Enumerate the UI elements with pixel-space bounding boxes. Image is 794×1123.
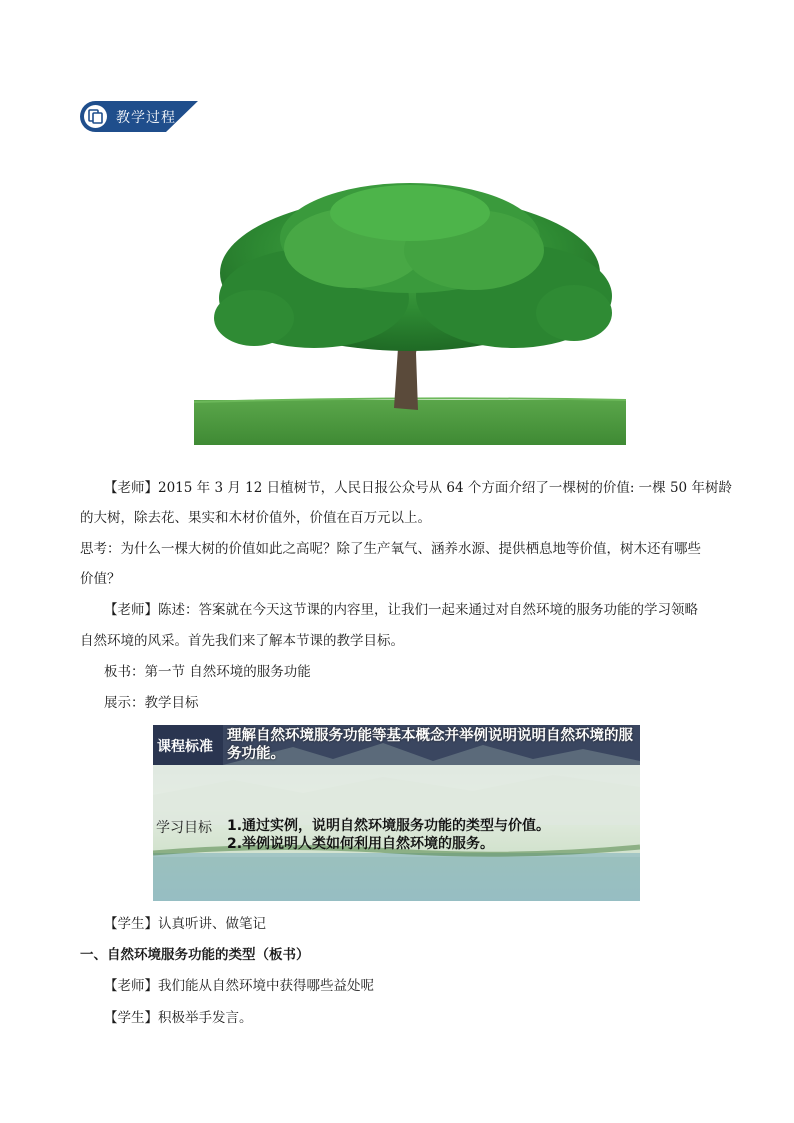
- tree-image: [194, 178, 626, 445]
- student-note-2: 【学生】积极举手发言。: [104, 1010, 253, 1026]
- standard-text: 理解自然环境服务功能等基本概念并举例说明说明自然环境的服务功能。: [227, 728, 633, 762]
- section-heading: 一、自然环境服务功能的类型（板书）: [80, 947, 310, 963]
- think-paragraph-line-2: 价值？: [80, 571, 121, 587]
- think-paragraph-line-1: 思考：为什么一棵大树的价值如此之高呢？除了生产氧气、涵养水源、提供栖息地等价值，树木还有哪些: [80, 541, 701, 557]
- objective-item: 1.通过实例，说明自然环境服务功能的类型与价值。: [227, 818, 551, 834]
- teacher-question: 【老师】我们能从自然环境中获得哪些益处呢: [104, 978, 374, 994]
- show-note: 展示：教学目标: [104, 695, 199, 711]
- student-note-1: 【学生】认真听讲、做笔记: [104, 916, 266, 932]
- teacher-paragraph-2-line-2: 自然环境的风采。首先我们来了解本节课的教学目标。: [80, 633, 404, 649]
- standard-label: 课程标准: [153, 725, 223, 765]
- board-note: 板书：第一节 自然环境的服务功能: [104, 664, 311, 680]
- objective-item: 2.举例说明人类如何利用自然环境的服务。: [227, 836, 495, 852]
- teacher-paragraph-1-line-2: 的大树，除去花、果实和木材价值外，价值在百万元以上。: [80, 510, 431, 526]
- section-header-badge: [80, 101, 198, 132]
- objectives-slide: [153, 725, 640, 901]
- section-title: 教学过程: [116, 110, 176, 126]
- document-stack-icon: [84, 105, 107, 128]
- teacher-paragraph-2-line-1: 【老师】陈述：答案就在今天这节课的内容里，让我们一起来通过对自然环境的服务功能的学习领略: [104, 602, 698, 618]
- objectives-list: [227, 817, 550, 853]
- teacher-paragraph-1-line-1: 【老师】2015 年 3 月 12 日植树节，人民日报公众号从 64 个方面介绍了一棵树的价值: 一棵 50 年树龄: [104, 480, 732, 496]
- objectives-label: 学习目标: [156, 820, 212, 836]
